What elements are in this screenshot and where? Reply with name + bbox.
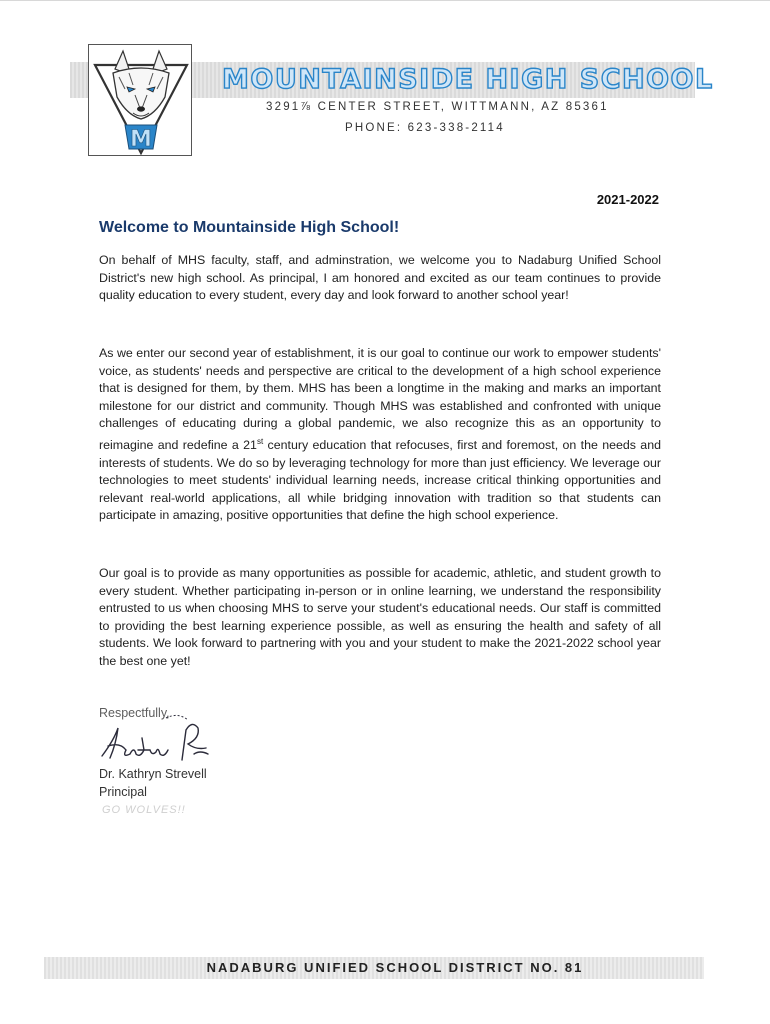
school-logo bbox=[88, 44, 192, 156]
signer-title: Principal bbox=[99, 785, 147, 799]
letter-paragraph-1: On behalf of MHS faculty, staff, and adminstration, we welcome you to Nadaburg Unified School District's new high school. As principal, I am honored and excited as our team continues to provide quality education to every student, every day and look forward to another school year! bbox=[99, 253, 661, 303]
handwritten-signature bbox=[96, 710, 236, 770]
paragraph-2-text-start: As we enter our second year of establishment, it is our goal to continue our work to empower students' voice, as students' needs and perspective are critical to the development of a high school experience that is designed for them, by them. MHS has been a longtime in the making and marks an important milestone for our district and community. Though MHS was established and confronted with unique challenges of educating during a global pandemic, we also recognize this as an opportunity to reimagine and redefine a 21 bbox=[99, 346, 661, 453]
letter-paragraph-3: Our goal is to provide as many opportunities as possible for academic, athletic, and student growth to every student. Whether participating in-person or in online learning, we understand the responsibility entrusted to us when choosing MHS to serve your student's educational needs. Our staff is committed to providing the best learning experience possible, as well as ensuring the health and safety of all students. We look forward to partnering with you and your student to make the 2021-2022 school year the best one yet! bbox=[99, 566, 661, 668]
school-phone: PHONE: 623-338-2114 bbox=[345, 122, 505, 134]
closing-salutation: Respectfully, bbox=[99, 706, 170, 720]
school-name: MOUNTAINSIDE HIGH SCHOOL bbox=[222, 64, 714, 95]
signer-name: Dr. Kathryn Strevell bbox=[99, 767, 207, 781]
logo-underline bbox=[88, 155, 192, 156]
paragraph-2-text-end: century education that refocuses, first and foremost, on the needs and interests of students. We do so by leveraging technology for more than just efficiency. We leverage our technologies to meet students' individual learning needs, increase critical thinking opportunities and relevant real-world applications, all while bridging innovation with tradition so that students can participate in amazing, positive opportunities that define the high school experience. bbox=[99, 438, 661, 523]
motto-text: GO WOLVES!! bbox=[102, 804, 186, 816]
letter-heading: Welcome to Mountainside High School! bbox=[99, 219, 400, 236]
ordinal-superscript: st bbox=[256, 436, 264, 446]
wolf-head-icon bbox=[89, 45, 193, 157]
logo-letter: M bbox=[130, 127, 152, 152]
school-address: 3291⅞ CENTER STREET, WITTMANN, AZ 85361 bbox=[266, 101, 609, 113]
footer-district-name: NADABURG UNIFIED SCHOOL DISTRICT NO. 81 bbox=[206, 960, 584, 975]
school-year: 2021-2022 bbox=[596, 192, 659, 207]
letter-paragraph-2 bbox=[99, 345, 661, 525]
